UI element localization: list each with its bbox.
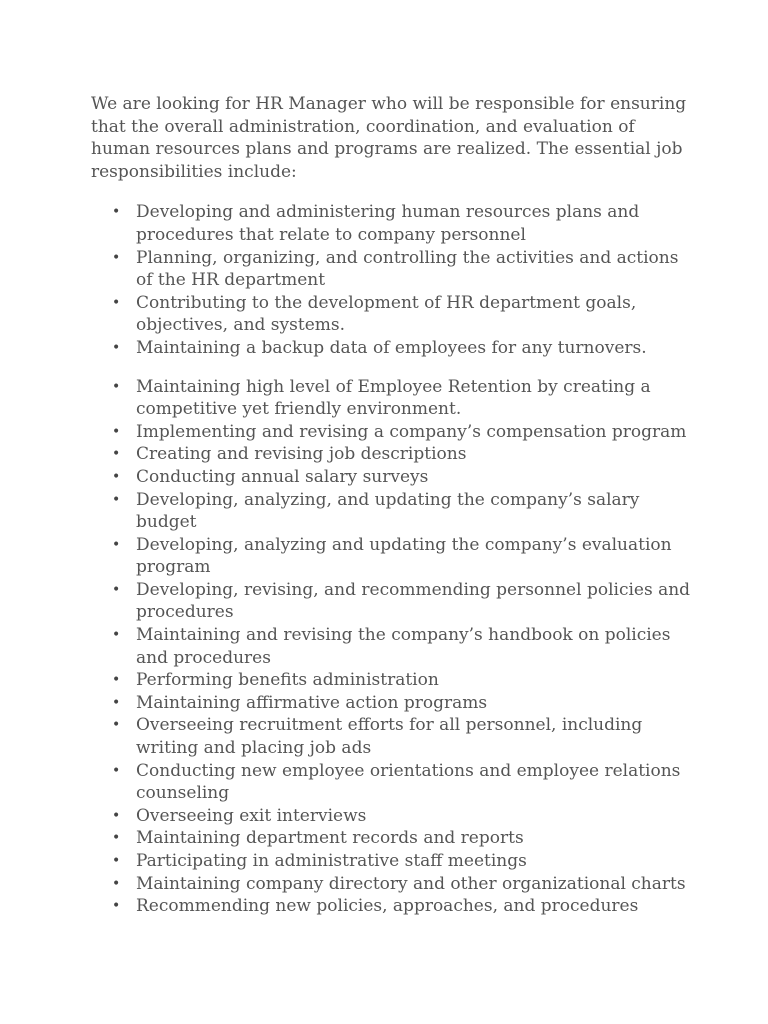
bullet-icon: • [112,762,121,779]
list-item-text: Developing and administering human resources plans and procedures that relate to company personnel [136,202,640,245]
list-item-text: Contributing to the development of HR department goals, objectives, and systems. [136,292,637,336]
list-item-text: Maintaining and revising the company’s handbook on policies and procedures [136,625,671,668]
list-item [91,624,691,669]
bullet-icon: • [112,204,121,221]
bullet-icon: • [112,807,121,824]
list-item-text: Maintaining high level of Employee Retention by creating a competitive yet friendly environment. [136,376,651,420]
document-page [91,93,691,918]
list-item-text: Maintaining affirmative action programs [136,692,488,713]
bullet-icon: • [112,339,121,356]
list-item-text: Maintaining a backup data of employees for any turnovers. [136,337,647,358]
list-item-text: Developing, revising, and recommending personnel policies and procedures [136,579,691,623]
bullet-icon: • [112,249,121,266]
list-item [91,376,691,421]
list-item [91,292,691,337]
bullet-icon: • [112,875,121,892]
bullet-icon: • [112,294,121,311]
list-item-text: Maintaining department records and reports [136,828,524,849]
bullet-icon: • [112,694,121,711]
list-item-text: Planning, organizing, and controlling the activities and actions of the HR department [136,247,679,291]
list-item [91,201,691,246]
bullet-icon: • [112,446,121,463]
bullet-icon: • [112,717,121,734]
bullet-icon: • [112,898,121,915]
list-item-text: Conducting new employee orientations and employee relations counseling [136,760,681,804]
bullet-icon: • [112,672,121,689]
bullet-icon: • [112,491,121,508]
list-item [91,579,691,624]
list-item [91,895,691,918]
list-item [91,669,691,692]
intro-paragraph: We are looking for HR Manager who will be responsible for ensuring that the overall administration, coordination, and evaluation of human resources plans and programs are realized. The essential job responsibilities include: [91,94,687,182]
list-item [91,805,691,828]
bullet-icon: • [112,423,121,440]
list-item [91,827,691,850]
bullet-icon: • [112,830,121,847]
list-item-text: Developing, analyzing, and updating the company’s salary budget [136,489,640,533]
bullet-icon: • [112,853,121,869]
list-item [91,534,691,579]
list-item-text: Conducting annual salary surveys [136,466,429,487]
list-item [91,489,691,534]
list-item [91,443,691,466]
responsibilities-list-b [91,376,691,918]
list-item-text: Overseeing recruitment efforts for all personnel, including writing and placing job ads [136,715,643,759]
list-item-text: Performing benefits administration [136,670,439,691]
list-item [91,850,691,873]
bullet-icon: • [112,468,121,485]
list-item-text: Maintaining company directory and other organizational charts [136,873,686,894]
list-item-text: Overseeing exit interviews [136,805,367,826]
list-item [91,421,691,444]
bullet-icon: • [112,627,121,644]
responsibilities-list-a [91,201,691,359]
bullet-icon: • [112,536,121,553]
list-item-text: Implementing and revising a company’s compensation program [136,421,687,442]
list-item [91,337,691,360]
list-item-text: Creating and revising job descriptions [136,444,467,465]
bullet-icon: • [112,378,121,395]
bullet-icon: • [112,581,121,598]
list-item [91,466,691,489]
list-item-text: Developing, analyzing and updating the company’s evaluation program [136,534,672,578]
list-item-text: Recommending new policies, approaches, and procedures [136,896,639,917]
list-item-text: Participating in administrative staff meetings [136,851,527,871]
list-item [91,692,691,715]
list-item [91,714,691,759]
list-item [91,247,691,292]
list-item [91,760,691,805]
list-item [91,873,691,896]
